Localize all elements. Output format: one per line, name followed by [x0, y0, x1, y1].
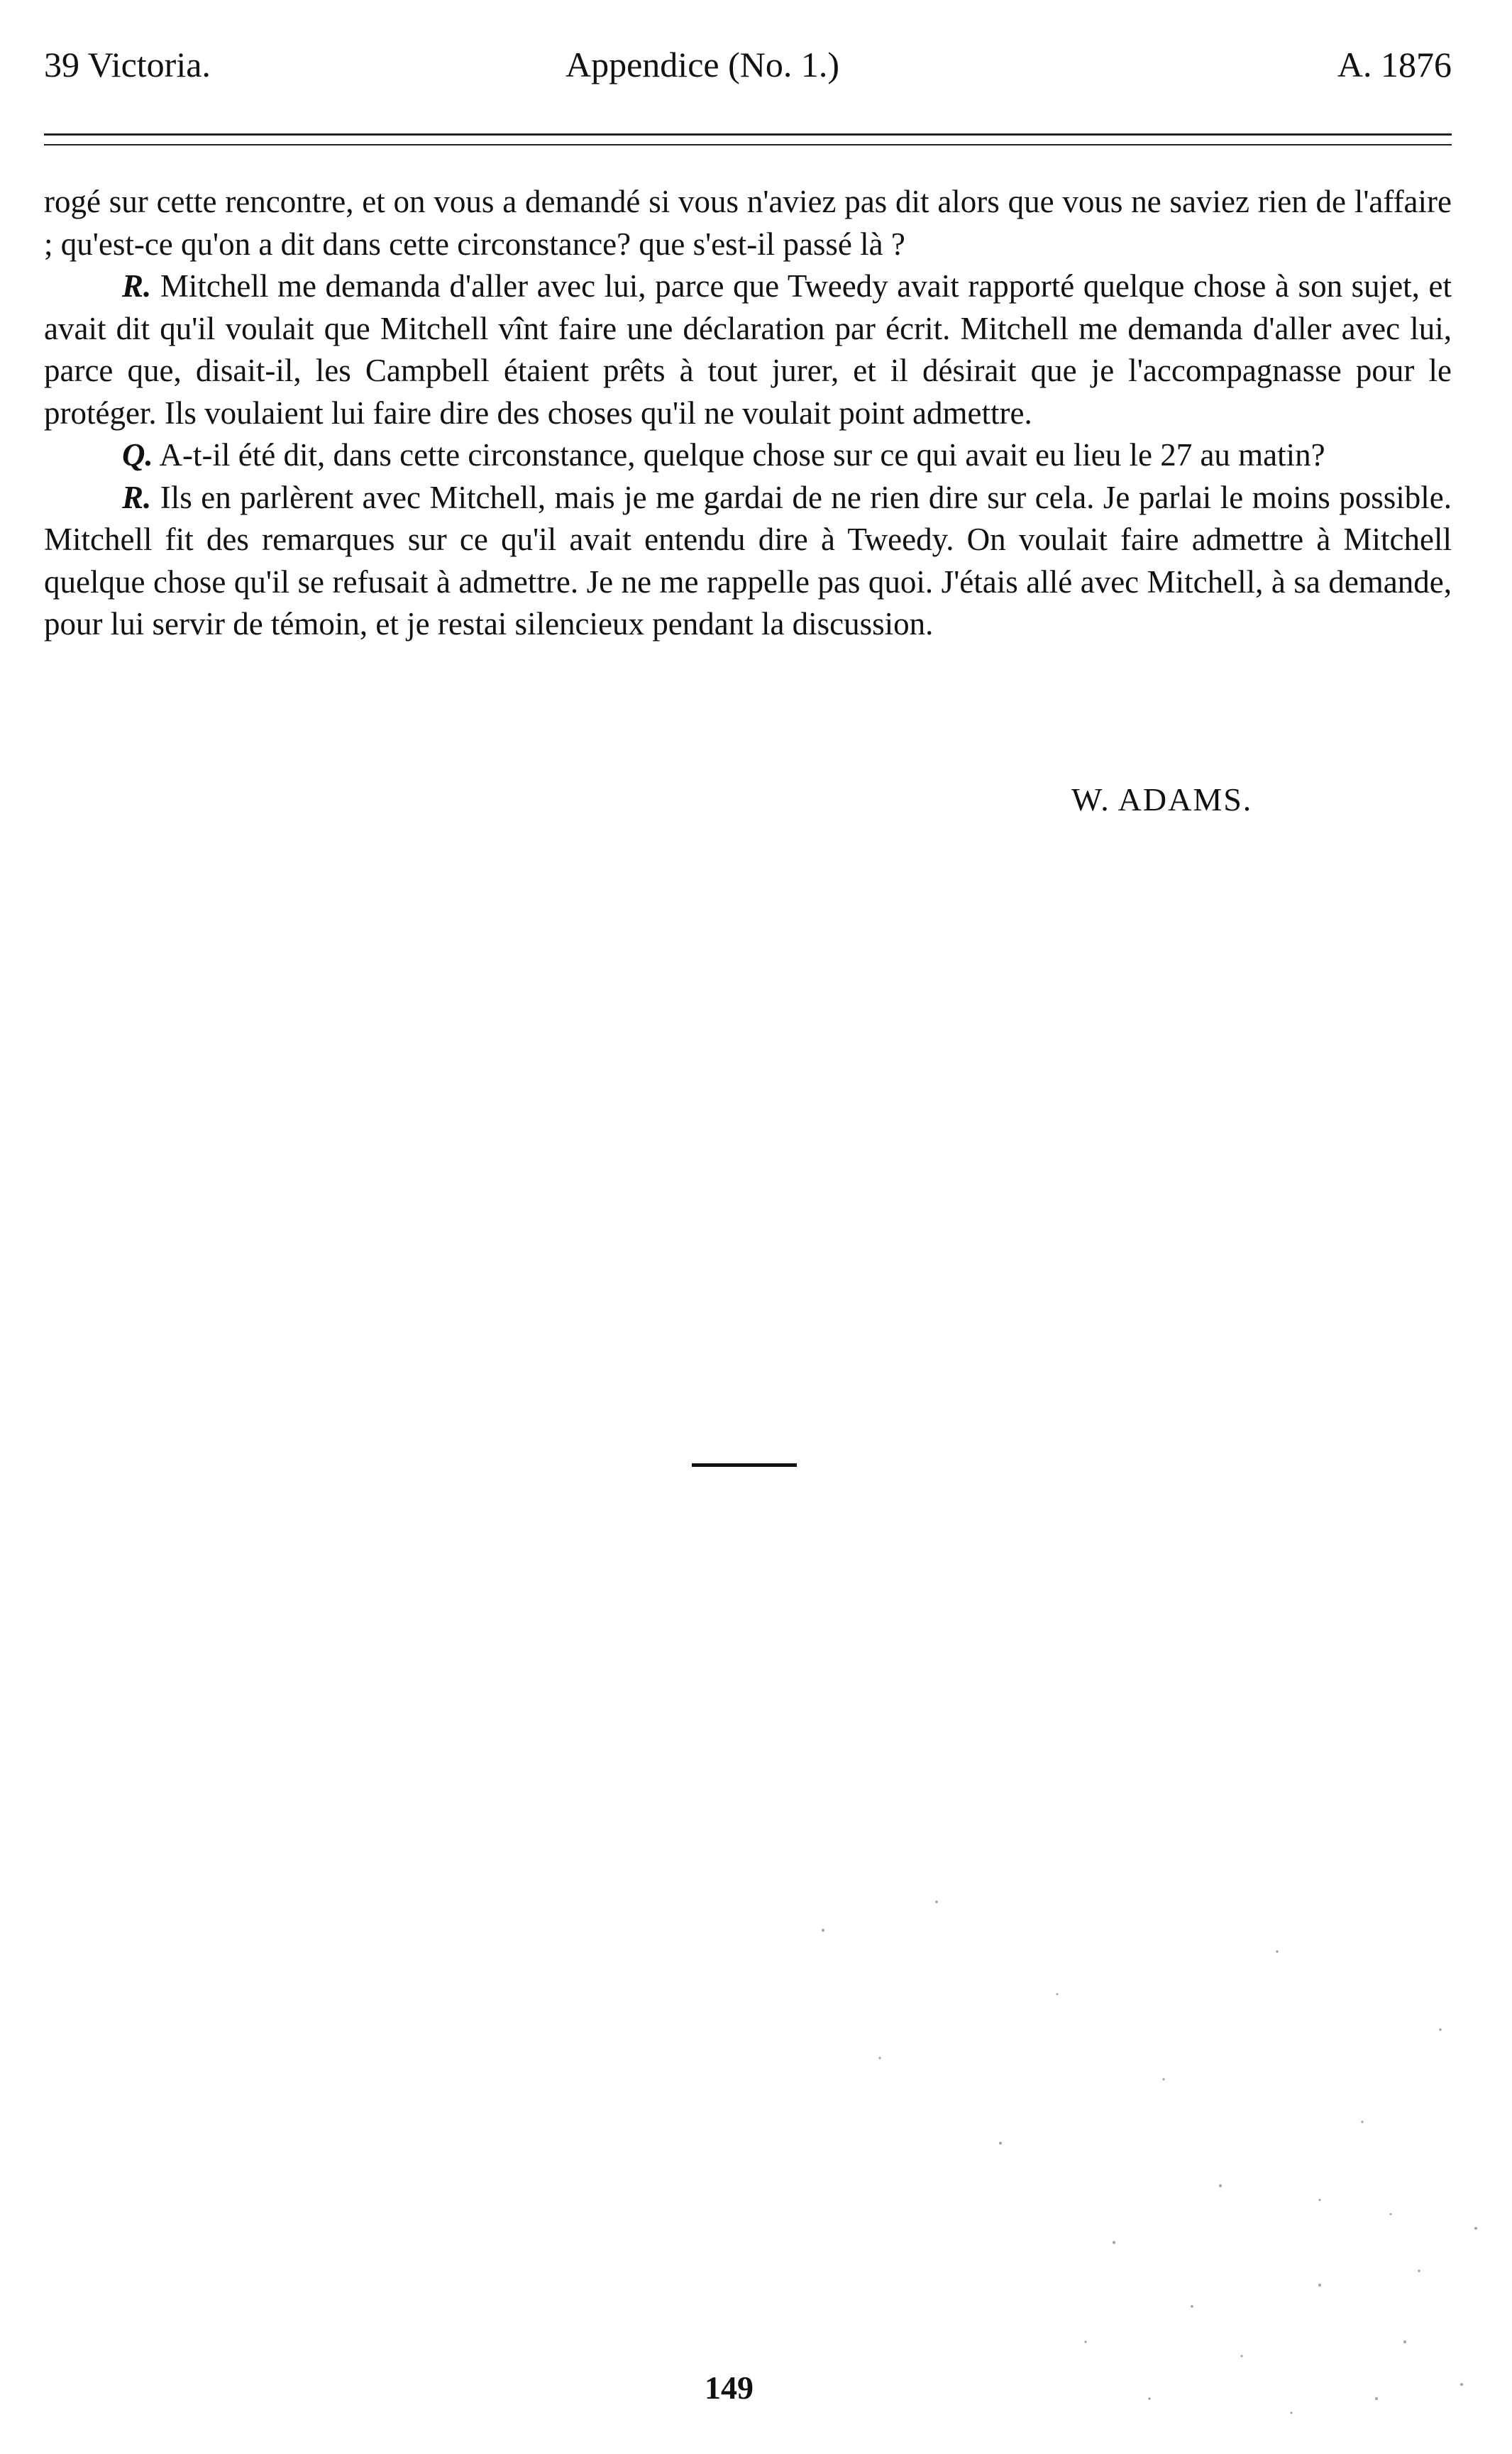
answer-marker: R. [122, 268, 152, 304]
paragraph-text: rogé sur cette rencontre, et on vous a demandé si vous n'aviez pas dit alors que vous ne saviez rien de l'affaire ; qu'est-ce qu'on a dit dans cette circonstance? que s'est-il passé là ? [44, 184, 1452, 262]
paragraph-question [44, 434, 1452, 477]
header-appendix: Appendice (No. 1.) [565, 45, 839, 84]
header-rule-bottom [44, 144, 1452, 145]
paragraph-text: Mitchell me demanda d'aller avec lui, parce que Tweedy avait rapporté quelque chose à son sujet, et avait dit qu'il voulait que Mitchell vînt faire une déclaration par écrit. Mitchell me demanda d'aller avec lui, parce que, disait-il, les Campbell étaient prêts à tout jurer, et il désirait que je l'accompagnasse pour le protéger. Ils voulaient lui faire dire des choses qu'il ne voulait point admettre. [44, 268, 1452, 431]
header-rule-top [44, 133, 1452, 136]
print-speckles [780, 1845, 1490, 2434]
paragraph-answer [44, 477, 1452, 646]
running-header [44, 44, 1452, 94]
paragraph-answer [44, 265, 1452, 434]
header-year: A. 1876 [1337, 45, 1452, 84]
page-number: 149 [705, 2370, 754, 2406]
paragraph-text: Ils en parlèrent avec Mitchell, mais je me gardai de ne rien dire sur cela. Je parlai le moins possible. Mitchell fit des remarques sur ce qu'il avait entendu dire à Tweedy. On voulait faire admettre à Mitchell quelque chose qu'il se refusait à admettre. Je ne me rappelle pas quoi. J'étais allé avec Mitchell, à sa demande, pour lui servir de témoin, et je restai silencieux pendant la discussion. [44, 479, 1452, 642]
header-session: 39 Victoria. [44, 45, 211, 84]
question-marker: Q. [122, 437, 153, 473]
witness-signature: W. ADAMS. [1071, 781, 1253, 818]
answer-marker: R. [122, 479, 152, 515]
testimony-body [44, 181, 1452, 646]
paragraph-continuation [44, 181, 1452, 265]
section-separator-rule [692, 1463, 797, 1467]
paragraph-text: A-t-il été dit, dans cette circonstance, quelque chose sur ce qui avait eu lieu le 27 au matin? [153, 437, 1325, 473]
